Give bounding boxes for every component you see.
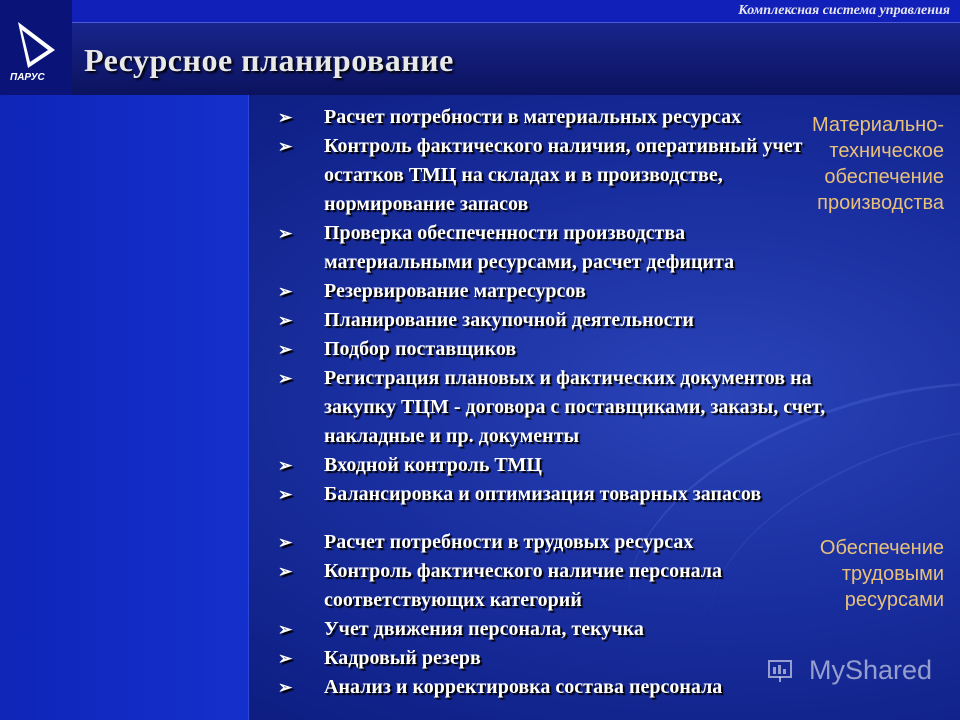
list-item-line: накладные и пр. документы: [324, 425, 580, 447]
list-item: [278, 528, 722, 557]
list-item-line: соответствующих категорий: [324, 589, 582, 611]
list-item-line: Контроль фактического наличия, оперативный учет: [324, 135, 803, 157]
list-item: [278, 673, 722, 702]
list-item: [278, 615, 722, 644]
list-item-line: Планирование закупочной деятельности: [324, 309, 694, 331]
arrow-bullet-icon: ➢: [278, 649, 293, 668]
section-label-line: Обеспечение: [819, 537, 944, 559]
header-subtitle: Комплексная система управления: [738, 3, 950, 18]
parus-logo: [0, 0, 72, 95]
svg-text:ПАРУС: ПАРУС: [10, 72, 45, 83]
list-item-line: Анализ и корректировка состава персонала: [324, 676, 723, 698]
arrow-bullet-icon: ➢: [278, 562, 293, 581]
section-label-line: техническое: [829, 140, 944, 162]
page-title: Ресурсное планирование: [84, 42, 454, 78]
arrow-bullet-icon: ➢: [278, 485, 293, 504]
list-item: [278, 132, 825, 219]
arrow-bullet-icon: ➢: [278, 137, 293, 156]
arrow-bullet-icon: ➢: [278, 678, 293, 697]
section-label-line: обеспечение: [824, 166, 944, 188]
top-strip: [72, 0, 960, 23]
arrow-bullet-icon: ➢: [278, 224, 293, 243]
list-item: [278, 480, 825, 509]
bullet-list: [278, 103, 825, 509]
list-item-line: Регистрация плановых и фактических документов на: [324, 367, 812, 389]
list-item-line: Резервирование матресурсов: [324, 280, 586, 302]
list-item: [278, 557, 722, 615]
left-column: [0, 95, 249, 720]
arrow-bullet-icon: ➢: [278, 369, 293, 388]
presentation-icon: [767, 657, 793, 683]
section-label-line: Материально-: [812, 114, 944, 136]
section-label: [812, 112, 944, 216]
list-item-line: Проверка обеспеченности производства: [324, 222, 686, 244]
section-label-line: ресурсами: [844, 589, 944, 611]
arrow-bullet-icon: ➢: [278, 456, 293, 475]
bullet-list: [278, 528, 722, 702]
arrow-bullet-icon: ➢: [278, 620, 293, 639]
arrow-bullet-icon: ➢: [278, 108, 293, 127]
section-label-line: трудовыми: [841, 563, 944, 585]
arrow-bullet-icon: ➢: [278, 533, 293, 552]
list-item-line: Расчет потребности в трудовых ресурсах: [324, 531, 694, 553]
list-item-line: материальными ресурсами, расчет дефицита: [324, 251, 735, 273]
list-item-line: остатков ТМЦ на складах и в производстве,: [324, 164, 723, 186]
list-item-line: Входной контроль ТМЦ: [324, 454, 542, 476]
list-item-line: Расчет потребности в материальных ресурсах: [324, 106, 742, 128]
header: [0, 0, 960, 95]
list-item: [278, 103, 825, 132]
list-item-line: Балансировка и оптимизация товарных запасов: [324, 483, 762, 505]
list-item-line: Кадровый резерв: [324, 647, 481, 669]
arrow-bullet-icon: ➢: [278, 340, 293, 359]
arrow-bullet-icon: ➢: [278, 282, 293, 301]
sail-logo-icon: [0, 0, 72, 95]
list-item: [278, 219, 825, 277]
arrow-bullet-icon: ➢: [278, 311, 293, 330]
section-label-line: производства: [817, 192, 944, 214]
list-item: [278, 451, 825, 480]
list-item: [278, 644, 722, 673]
list-item: [278, 335, 825, 364]
list-item: [278, 364, 825, 451]
section-label: [820, 535, 944, 613]
watermark-text: MyShared: [809, 655, 933, 685]
list-item-line: закупку ТЦМ - договора с поставщиками, заказы, счет,: [324, 396, 826, 418]
list-item: [278, 277, 825, 306]
list-item-line: Подбор поставщиков: [324, 338, 517, 360]
list-item-line: Контроль фактического наличие персонала: [324, 560, 723, 582]
list-item-line: Учет движения персонала, текучка: [324, 618, 644, 640]
list-item-line: нормирование запасов: [324, 193, 529, 215]
list-item: [278, 306, 825, 335]
